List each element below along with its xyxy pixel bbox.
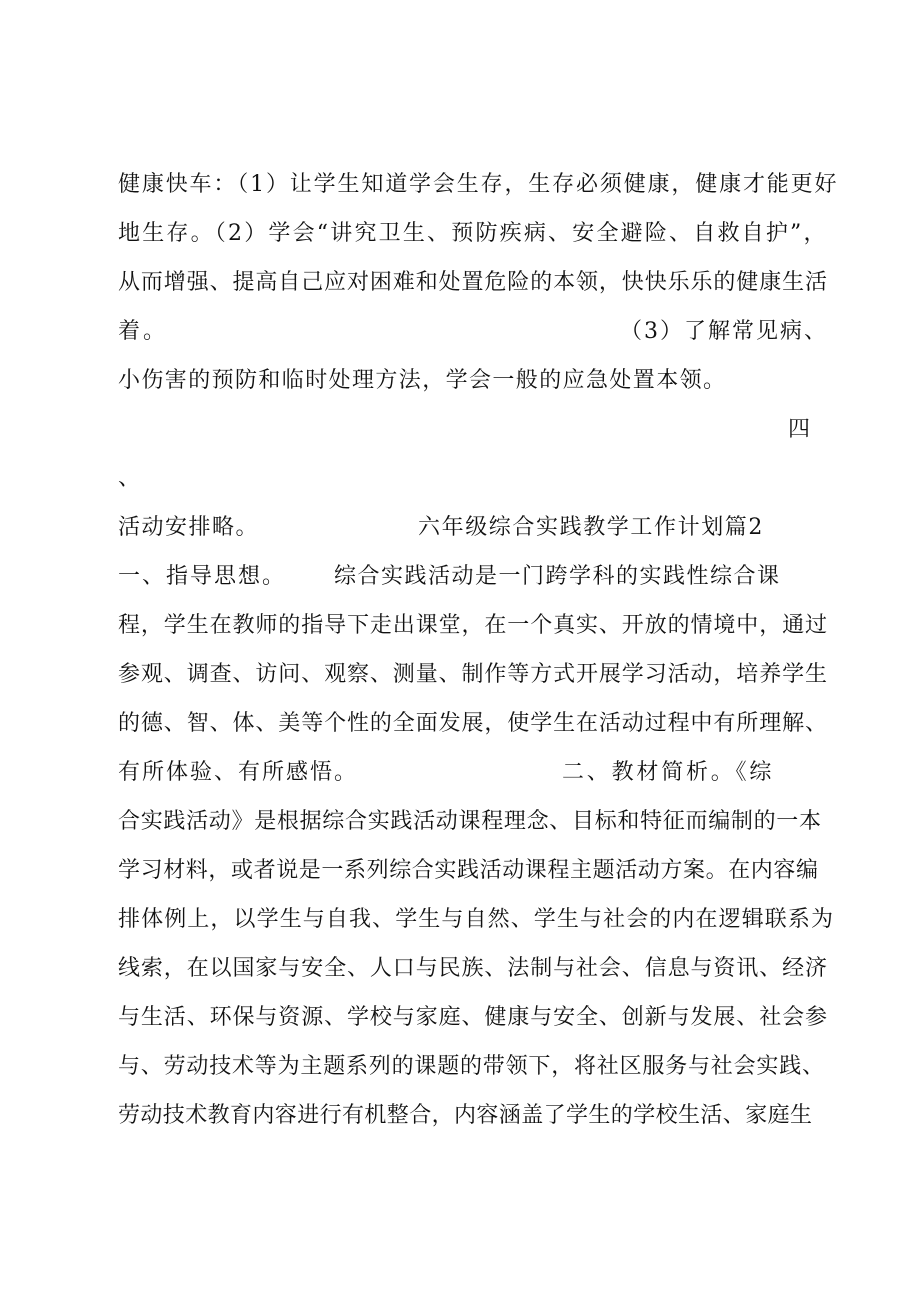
section-number-comma: 、	[118, 466, 144, 491]
paragraph-line: 学习材料，或者说是一系列综合实践活动课程主题活动方案。在内容编	[118, 858, 819, 883]
paragraph-line: 健康快车：（1）让学生知道学会生存，生存必须健康，健康才能更好	[118, 172, 839, 197]
section-title: 六年级综合实践教学工作计划篇2	[418, 515, 764, 540]
paragraph-line: 着。	[118, 319, 169, 344]
paragraph-line: 小伤害的预防和临时处理方法，学会一般的应急处置本领。	[118, 368, 727, 393]
section-heading: 一、指导思想。	[118, 564, 287, 589]
section-number: 四	[788, 417, 814, 442]
paragraph-line: 程，学生在教师的指导下走出课堂，在一个真实、开放的情境中，通过	[118, 613, 828, 638]
paragraph-line: 活动安排略。	[118, 515, 260, 540]
paragraph-line: 与生活、环保与资源、学校与家庭、健康与安全、创新与发展、社会参	[118, 1005, 828, 1030]
section-heading: 二、教材简析。《综	[562, 760, 775, 785]
paragraph-line: 劳动技术教育内容进行有机整合，内容涵盖了学生的学校生活、家庭生	[118, 1103, 813, 1128]
paragraph-line: 与、劳动技术等为主题系列的课题的带领下，将社区服务与社会实践、	[118, 1054, 825, 1079]
paragraph-line: 有所体验、有所感悟。	[118, 760, 359, 785]
paragraph-line: 综合实践活动是一门跨学科的实践性综合课	[334, 564, 781, 589]
paragraph-line: 从而增强、提高自己应对困难和处置危险的本领，快快乐乐的健康生活	[118, 270, 828, 295]
paragraph-line: 合实践活动》是根据综合实践活动课程理念、目标和特征而编制的一本	[118, 809, 822, 834]
paragraph-line: 地生存。（2）学会“讲究卫生、预防疾病、安全避险、自救自护”，	[118, 221, 828, 246]
paragraph-line: 排体例上，以学生与自我、学生与自然、学生与社会的内在逻辑联系为	[118, 907, 835, 932]
paragraph-line: 参观、调查、访问、观察、测量、制作等方式开展学习活动，培养学生	[118, 662, 828, 687]
paragraph-line: 线索，在以国家与安全、人口与民族、法制与社会、信息与资讯、经济	[118, 956, 828, 981]
paragraph-line: （3）了解常见病、	[620, 319, 828, 344]
paragraph-line: 的德、智、体、美等个性的全面发展，使学生在活动过程中有所理解、	[118, 711, 828, 736]
